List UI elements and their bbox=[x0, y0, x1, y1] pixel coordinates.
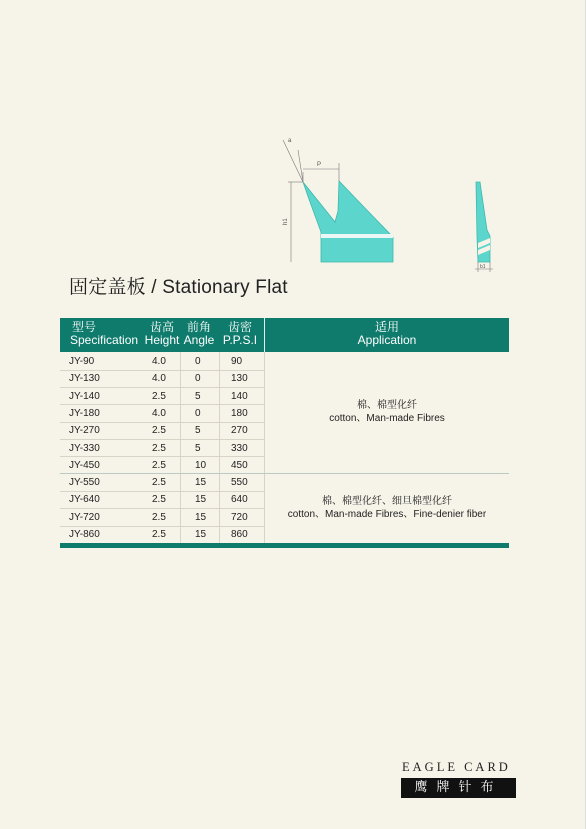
cell-angle: 0 bbox=[195, 407, 201, 419]
h1-label: h1 bbox=[283, 218, 289, 225]
cell-ppsi: 90 bbox=[231, 356, 243, 367]
application-cn: 棉、棉型化纤、细旦棉型化纤 bbox=[322, 496, 452, 507]
spec-table bbox=[60, 318, 509, 548]
cell-specification: JY-140 bbox=[69, 390, 100, 402]
cell-specification: JY-130 bbox=[69, 373, 100, 385]
header-ppsi-cn: 齿密 bbox=[227, 320, 252, 334]
table-row bbox=[60, 474, 265, 491]
cell-angle: 15 bbox=[195, 494, 207, 506]
header-angle-cn: 前角 bbox=[186, 320, 211, 334]
cell-specification: JY-270 bbox=[69, 425, 100, 437]
cell-height: 2.5 bbox=[152, 477, 166, 489]
application-en: cotton、Man-made Fibres、Fine-denier fiber bbox=[287, 509, 487, 520]
cell-height: 4.0 bbox=[152, 407, 166, 419]
header-application bbox=[265, 321, 509, 347]
alpha-label: a bbox=[288, 138, 292, 144]
table-row bbox=[60, 388, 265, 405]
cell-ppsi: 640 bbox=[231, 494, 248, 506]
cell-height: 4.0 bbox=[152, 356, 166, 367]
cell-specification: JY-640 bbox=[69, 494, 100, 506]
header-spec-en: Specification bbox=[70, 333, 139, 347]
cell-specification: JY-860 bbox=[69, 529, 100, 540]
header-ppsi-en: P.P.S.I bbox=[222, 333, 258, 347]
cell-height: 2.5 bbox=[152, 390, 166, 402]
table-row bbox=[60, 491, 265, 508]
cell-angle: 0 bbox=[195, 356, 201, 367]
header-height-en: Height bbox=[144, 333, 180, 347]
application-en: cotton、Man-made Fibres bbox=[329, 413, 445, 424]
header-angle-en: Angle bbox=[183, 333, 215, 347]
base-band bbox=[321, 234, 393, 238]
cell-angle: 15 bbox=[195, 529, 207, 540]
cell-ppsi: 450 bbox=[231, 459, 248, 471]
header-app-cn: 适用 bbox=[374, 320, 399, 334]
table-row bbox=[60, 405, 265, 422]
header-angle bbox=[182, 321, 216, 347]
application-group-1 bbox=[265, 399, 509, 425]
cell-ppsi: 720 bbox=[231, 511, 248, 523]
cell-ppsi: 270 bbox=[231, 425, 248, 437]
cell-ppsi: 180 bbox=[231, 407, 248, 419]
cell-angle: 0 bbox=[195, 373, 201, 385]
cell-ppsi: 130 bbox=[231, 373, 248, 385]
table-row bbox=[60, 457, 265, 474]
table-row bbox=[60, 440, 265, 457]
header-app-en: Application bbox=[357, 333, 417, 347]
b1-label: b1 bbox=[480, 264, 486, 270]
header-specification bbox=[70, 321, 138, 347]
cell-ppsi: 550 bbox=[231, 477, 248, 489]
tooth-profile-diagram bbox=[270, 125, 520, 285]
cell-specification: JY-180 bbox=[69, 407, 100, 419]
cell-specification: JY-450 bbox=[69, 459, 100, 471]
table-row bbox=[60, 353, 265, 370]
table-row bbox=[60, 526, 265, 543]
table-header bbox=[60, 318, 509, 352]
cell-angle: 15 bbox=[195, 477, 207, 489]
cell-ppsi: 140 bbox=[231, 390, 248, 402]
table-row bbox=[60, 509, 265, 526]
cell-height: 2.5 bbox=[152, 494, 166, 506]
table-row bbox=[60, 370, 265, 387]
cell-ppsi: 860 bbox=[231, 529, 248, 540]
application-group-2 bbox=[265, 495, 509, 521]
header-height-cn: 齿高 bbox=[149, 320, 174, 334]
cell-angle: 15 bbox=[195, 511, 207, 523]
table-footer-bar bbox=[60, 543, 509, 548]
table-body bbox=[60, 352, 509, 543]
page-title: 固定盖板 / Stationary Flat bbox=[69, 277, 288, 298]
cell-height: 2.5 bbox=[152, 529, 166, 540]
cell-height: 2.5 bbox=[152, 511, 166, 523]
cell-height: 2.5 bbox=[152, 459, 166, 471]
cell-height: 4.0 bbox=[152, 373, 166, 385]
header-spec-cn: 型号 bbox=[72, 320, 97, 334]
header-ppsi bbox=[220, 321, 260, 347]
application-cn: 棉、棉型化纤 bbox=[357, 400, 417, 411]
cell-height: 2.5 bbox=[152, 442, 166, 454]
cell-specification: JY-720 bbox=[69, 511, 100, 523]
cell-angle: 5 bbox=[195, 390, 201, 402]
cell-specification: JY-330 bbox=[69, 442, 100, 454]
logo-english: EAGLE CARD bbox=[402, 760, 511, 774]
cell-specification: JY-550 bbox=[69, 477, 100, 489]
header-height bbox=[142, 321, 182, 347]
cell-angle: 10 bbox=[195, 459, 207, 471]
cell-height: 2.5 bbox=[152, 425, 166, 437]
table-row bbox=[60, 422, 265, 439]
cell-ppsi: 330 bbox=[231, 442, 248, 454]
cell-specification: JY-90 bbox=[69, 356, 95, 367]
logo-chinese: 鹰牌针布 bbox=[401, 778, 516, 798]
tooth-profile-shape bbox=[303, 181, 393, 262]
cell-angle: 5 bbox=[195, 442, 201, 454]
cell-angle: 5 bbox=[195, 425, 201, 437]
p-label: P bbox=[317, 162, 322, 168]
